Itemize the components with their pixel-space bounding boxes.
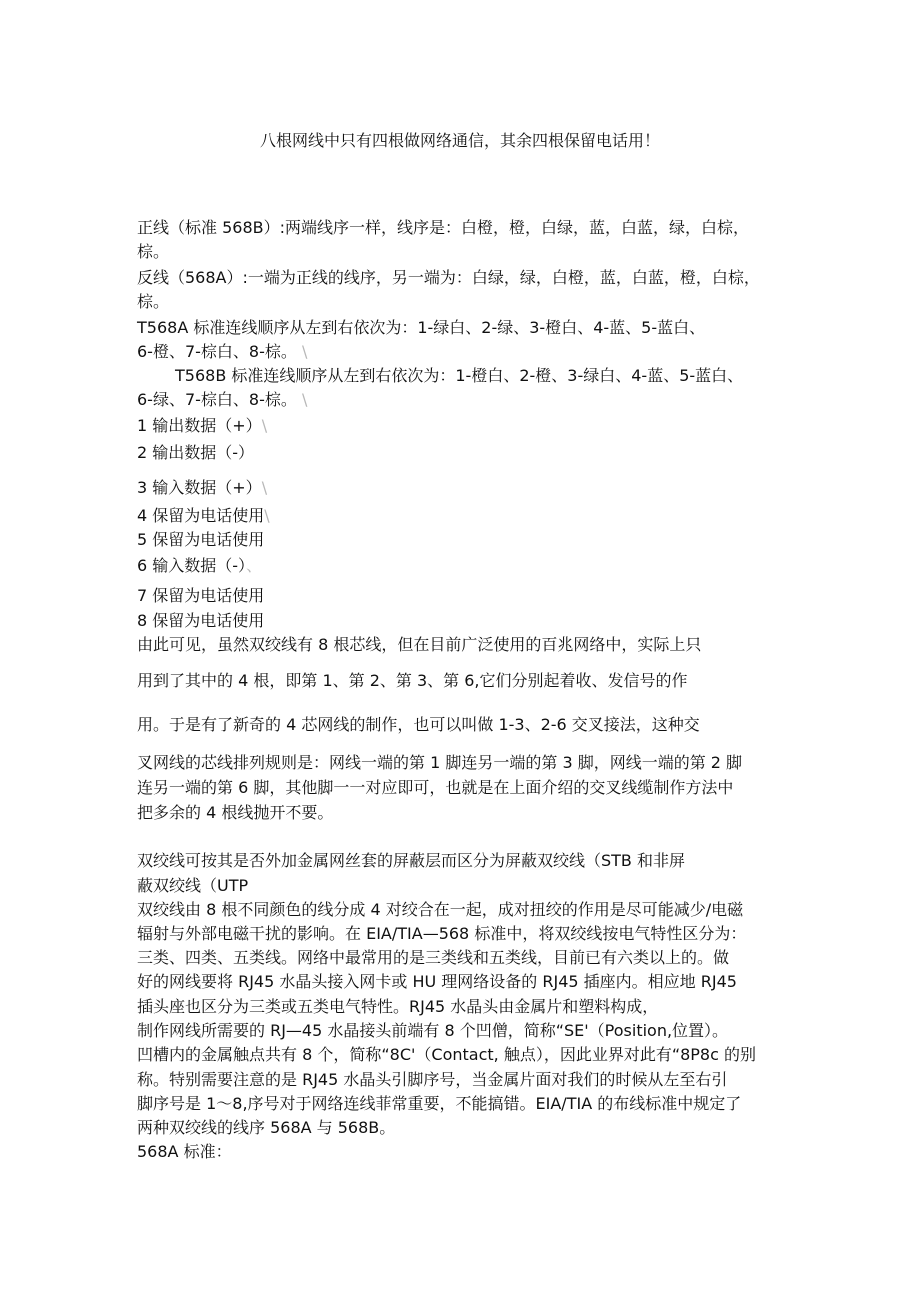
text-line: 制作网线所需要的 RJ—45 水晶接头前端有 8 个凹僧，简称“SE'（Position,位置）。 [137, 1021, 729, 1040]
text-line: 插头座也区分为三类或五类电气特性。RJ45 水晶头由金属片和塑料构成， [137, 997, 659, 1016]
pin-item: 2 输出数据（-） [137, 443, 255, 462]
text-line: 6-绿、7-棕白、8-棕。 \ [137, 390, 308, 409]
text-line: 三类、四类、五类线。网络中最常用的是三类线和五类线，目前已有六类以上的。做 [137, 948, 730, 967]
text-line: 正线（标准 568B）:两端线序一样，线序是：白橙，橙，白绿，蓝，白蓝，绿，白棕， [137, 218, 749, 237]
text-line: 棕。 [137, 292, 170, 311]
text-line: 好的网线要将 RJ45 水晶头接入网卡或 HU 理网络设备的 RJ45 插座内。相应地 RJ45 [137, 972, 737, 991]
pin-item: 1 输出数据（+）\ [137, 416, 268, 435]
stray-mark: 、 [246, 556, 263, 575]
text-line: 连另一端的第 6 脚，其他脚一一对应即可，也就是在上面介绍的交叉线缆制作方法中 [137, 778, 734, 797]
text-line: 把多余的 4 根线抛开不要。 [137, 803, 334, 822]
text-line: 脚序号是 1〜8,序号对于网络连线菲常重要，不能搞错。EIA/TIA 的布线标准中规定了 [137, 1094, 742, 1113]
text-line: T568A 标准连线顺序从左到右依次为：1-绿白、2-绿、3-橙白、4-蓝、5-蓝白、 [137, 318, 706, 337]
document-title: 八根网线中只有四根做网络通信，其余四根保留电话用！ [259, 131, 660, 150]
text-line: 双绞线由 8 根不同颜色的线分成 4 对绞合在一起，成对扭绞的作用是尽可能减少/电磁 [137, 900, 744, 919]
text-line: 叉网线的芯线排列规则是：网线一端的第 1 脚连另一端的第 3 脚，网线一端的第 2 脚 [137, 753, 743, 772]
stray-mark: \ [301, 342, 308, 361]
section-heading: 568A 标准： [137, 1142, 232, 1161]
text-line: 两种双绞线的线序 568A 与 568B。 [137, 1118, 396, 1137]
stray-mark: \ [301, 390, 308, 409]
pin-item: 8 保留为电话使用 [137, 611, 265, 630]
text-line: T568B 标准连线顺序从左到右依次为：1-橙白、2-橙、3-绿白、4-蓝、5-蓝白、 [175, 366, 744, 385]
stray-mark: \ [261, 478, 268, 497]
text-line: 6-橙、7-棕白、8-棕。 \ [137, 342, 308, 361]
text-line: 蔽双绞线（UTP [137, 876, 249, 895]
pin-item: 4 保留为电话使用\ [137, 506, 270, 525]
text-line: 用。于是有了新奇的 4 芯网线的制作，也可以叫做 1-3、2-6 交叉接法，这种交 [137, 715, 700, 734]
text-line: 称。特别需要注意的是 RJ45 水晶头引脚序号，当金属片面对我们的时候从左至右引 [137, 1070, 728, 1089]
stray-mark: \ [264, 506, 270, 525]
text-line: 反线（568A）:一端为正线的线序，另一端为：白绿，绿，白橙，蓝，白蓝，橙，白棕， [137, 268, 760, 287]
pin-item: 5 保留为电话使用 [137, 530, 265, 549]
text-line: 用到了其中的 4 根，即第 1、第 2、第 3、第 6,它们分别起着收、发信号的作 [137, 671, 688, 690]
pin-item: 3 输入数据（+）\ [137, 478, 268, 497]
pin-item: 6 输入数据（-）、 [137, 556, 263, 575]
text-line: 凹槽内的金属触点共有 8 个，简称“8C'（Contact, 触点），因此业界对此有“8P8c 的别 [137, 1045, 756, 1064]
pin-item: 7 保留为电话使用 [137, 586, 265, 605]
stray-mark: \ [261, 416, 268, 435]
text-line: 辐射与外部电磁干扰的影响。在 EIA/TIA—568 标准中，将双绞线按电气特性区分为： [137, 924, 747, 943]
text-line: 棕。 [137, 242, 170, 261]
text-line: 由此可见，虽然双绞线有 8 根芯线，但在目前广泛使用的百兆网络中，实际上只 [137, 635, 702, 654]
text-line: 双绞线可按其是否外加金属网丝套的屏蔽层而区分为屏蔽双绞线（STB 和非屏 [137, 851, 685, 870]
